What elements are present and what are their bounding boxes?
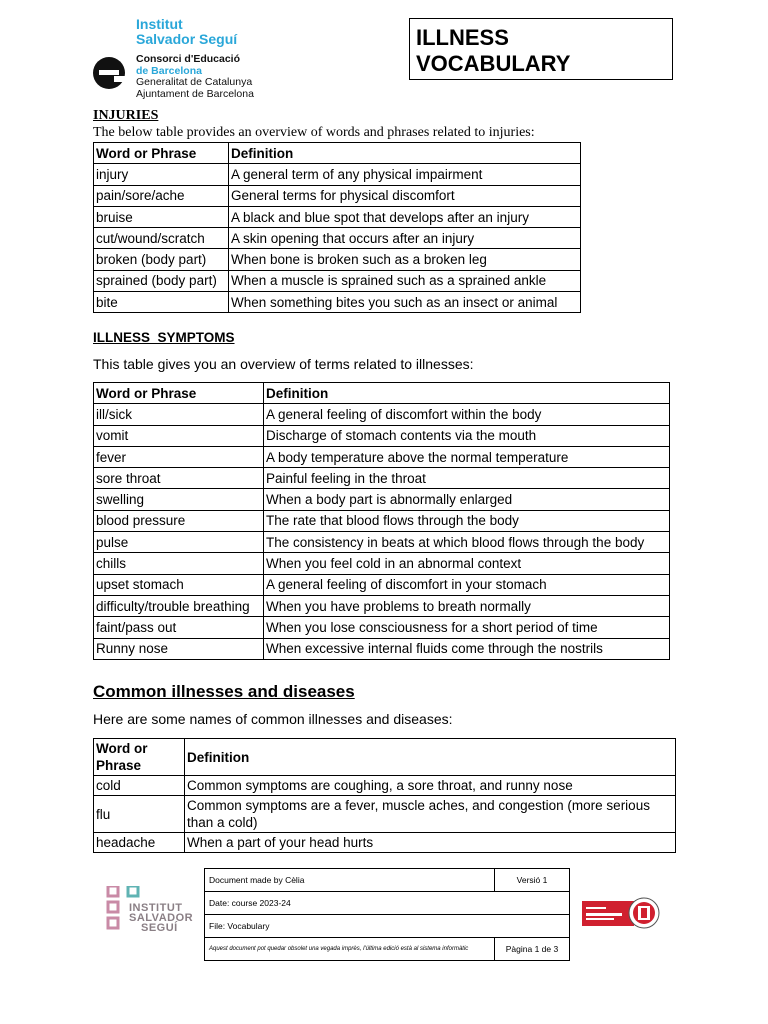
table-row [94, 206, 581, 227]
table-row [94, 164, 581, 185]
word-cell: ill/sick [94, 404, 264, 425]
page-number-cell: Pàgina 1 de 3 [495, 938, 570, 961]
table-row [94, 404, 670, 425]
definition-cell: The rate that blood flows through the body [264, 510, 670, 531]
date-cell: Date: course 2023-24 [205, 892, 570, 915]
definition-cell: A general term of any physical impairment [229, 164, 581, 185]
word-cell: vomit [94, 425, 264, 446]
definition-cell: A general feeling of discomfort within the body [264, 404, 670, 425]
version-cell: Versió 1 [495, 869, 570, 892]
logo-line3: SEGUÍ [141, 922, 178, 934]
footer-row [205, 869, 570, 892]
bureau-veritas-certification-logo-icon [582, 897, 662, 930]
definition-cell: Painful feeling in the throat [264, 468, 670, 489]
consorci-line1: Consorci d'Educació [136, 53, 241, 65]
document-title-box [409, 18, 673, 80]
word-cell: sprained (body part) [94, 270, 229, 291]
definition-cell: Discharge of stomach contents via the mouth [264, 425, 670, 446]
word-cell: bruise [94, 206, 229, 227]
consorci-line4: Ajuntament de Barcelona [136, 87, 254, 100]
definition-cell: A skin opening that occurs after an injury [229, 228, 581, 249]
word-cell: chills [94, 553, 264, 574]
word-cell: flu [94, 796, 185, 833]
definition-cell: A body temperature above the normal temperature [264, 446, 670, 467]
column-header-definition: Definition [229, 143, 581, 164]
definition-cell: When you lose consciousness for a short period of time [264, 617, 670, 638]
table-row [94, 553, 670, 574]
consorci-logo-text [136, 54, 254, 100]
definition-cell: Common symptoms are a fever, muscle aches, and congestion (more serious than a cold) [185, 796, 676, 833]
definition-cell: A black and blue spot that develops after an injury [229, 206, 581, 227]
table-header-row [94, 143, 581, 164]
table-row [94, 228, 581, 249]
word-cell: pulse [94, 532, 264, 553]
institute-name-line1: Institut [136, 16, 183, 32]
table-row [94, 249, 581, 270]
consorci-line2: de Barcelona [136, 64, 202, 77]
word-cell: fever [94, 446, 264, 467]
word-cell: blood pressure [94, 510, 264, 531]
footer-row [205, 892, 570, 915]
column-header-definition: Definition [264, 383, 670, 404]
symptoms-heading: ILLNESS SYMPTOMS [93, 330, 235, 345]
word-cell: cold [94, 776, 185, 796]
consorci-e-logo-icon [92, 54, 126, 92]
table-header-row [94, 383, 670, 404]
table-row [94, 292, 581, 313]
footer-row [205, 915, 570, 938]
definition-cell: When you have problems to breath normally [264, 595, 670, 616]
table-row [94, 833, 676, 853]
definition-cell: When a part of your head hurts [185, 833, 676, 853]
logo-line2: SALVADOR [129, 912, 194, 924]
definition-cell: When you feel cold in an abnormal context [264, 553, 670, 574]
table-row [94, 574, 670, 595]
definition-cell: The consistency in beats at which blood flows through the body [264, 532, 670, 553]
common-illnesses-heading: Common illnesses and diseases [93, 682, 355, 701]
definition-cell: When excessive internal fluids come through the nostrils [264, 638, 670, 659]
title-line2: VOCABULARY [416, 51, 571, 76]
column-header-word: Word or Phrase [94, 143, 229, 164]
table-row [94, 270, 581, 291]
table-row [94, 617, 670, 638]
word-cell: headache [94, 833, 185, 853]
table-row [94, 446, 670, 467]
table-header-row [94, 739, 676, 776]
word-cell: broken (body part) [94, 249, 229, 270]
symptoms-intro: This table gives you an overview of terms related to illnesses: [93, 356, 474, 372]
definition-cell: When bone is broken such as a broken leg [229, 249, 581, 270]
injuries-table [93, 142, 581, 313]
definition-cell: When a muscle is sprained such as a sprained ankle [229, 270, 581, 291]
common-illnesses-intro: Here are some names of common illnesses and diseases: [93, 711, 453, 727]
injuries-intro: The below table provides an overview of words and phrases related to injuries: [93, 125, 535, 140]
definition-cell: When something bites you such as an insect or animal [229, 292, 581, 313]
table-row [94, 532, 670, 553]
column-header-definition: Definition [185, 739, 676, 776]
footer-row [205, 938, 570, 961]
institute-name-line2: Salvador Seguí [136, 31, 238, 47]
definition-cell: A general feeling of discomfort in your stomach [264, 574, 670, 595]
obsolete-note-cell: Aquest document pot quedar obsolet una vegada imprès, l'última edició està al sistema informàtic [205, 938, 495, 961]
institute-logo-text [136, 17, 237, 47]
table-row [94, 776, 676, 796]
table-row [94, 425, 670, 446]
document-control-table [204, 868, 570, 961]
table-row [94, 468, 670, 489]
word-cell: faint/pass out [94, 617, 264, 638]
column-header-word: Word or Phrase [94, 739, 185, 776]
table-row [94, 796, 676, 833]
word-cell: difficulty/trouble breathing [94, 595, 264, 616]
definition-cell: When a body part is abnormally enlarged [264, 489, 670, 510]
word-cell: bite [94, 292, 229, 313]
symptoms-table [93, 382, 670, 660]
institut-logo-text [129, 903, 193, 933]
word-cell: swelling [94, 489, 264, 510]
word-cell: Runny nose [94, 638, 264, 659]
common-illnesses-table [93, 738, 676, 853]
table-row [94, 185, 581, 206]
title-line1: ILLNESS [416, 25, 509, 50]
injuries-heading: INJURIES [93, 108, 159, 123]
table-row [94, 638, 670, 659]
logo-line1: INSTITUT [129, 902, 183, 914]
table-row [94, 510, 670, 531]
column-header-word: Word or Phrase [94, 383, 264, 404]
file-cell: File: Vocabulary [205, 915, 570, 938]
word-cell: pain/sore/ache [94, 185, 229, 206]
word-cell: sore throat [94, 468, 264, 489]
consorci-line3: Generalitat de Catalunya [136, 76, 253, 88]
word-cell: cut/wound/scratch [94, 228, 229, 249]
table-row [94, 595, 670, 616]
word-cell: upset stomach [94, 574, 264, 595]
made-by-cell: Document made by Cèlia [205, 869, 495, 892]
table-row [94, 489, 670, 510]
definition-cell: General terms for physical discomfort [229, 185, 581, 206]
definition-cell: Common symptoms are coughing, a sore throat, and runny nose [185, 776, 676, 796]
word-cell: injury [94, 164, 229, 185]
